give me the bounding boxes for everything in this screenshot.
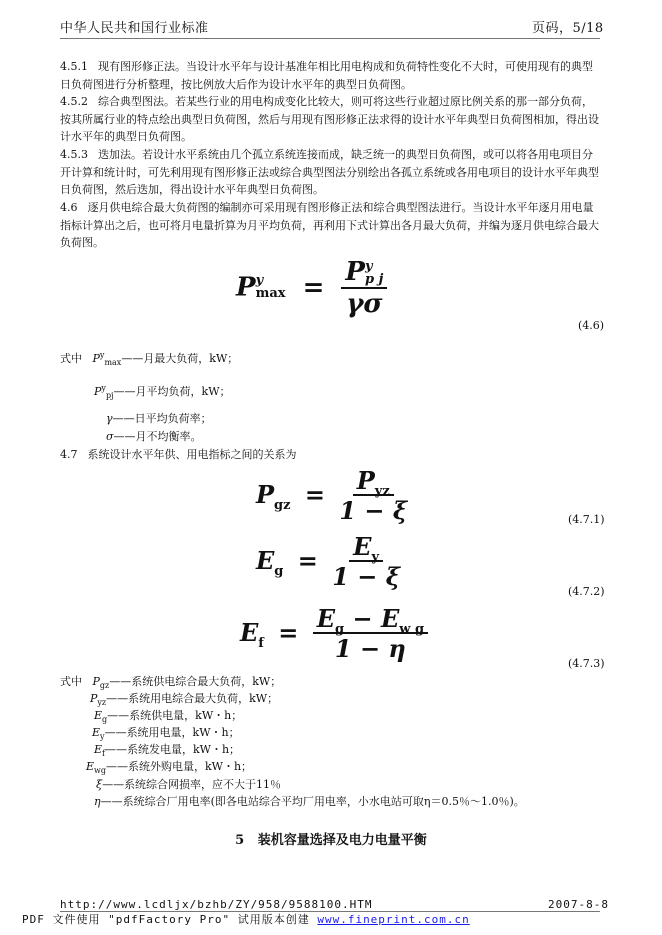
paragraph-4-7: 4.7 系统设计水平年供、用电指标之间的关系为 [60, 448, 297, 461]
equation-4-6: P y max = P y p j γσ [236, 258, 387, 319]
equation-4-7-2: $E_g$ = $\frac{E_y}{1 - \xi}$ [256, 532, 400, 592]
definition-gamma: γ——日平均负荷率； [106, 412, 212, 425]
paragraph-4-5-1: 4.5.1 现有图形修正法。当设计水平年与设计基准年相比用电构成和负荷特性变化不大时，可使用现有的典型日负荷图进行分析整理，按比例放大后作为设计水平年的典型日负荷图。 [60, 60, 593, 91]
definition-sigma: σ——月不均衡率。 [106, 430, 202, 443]
equation-number-4-7-1: (4.7.1) [568, 513, 605, 526]
definition-xi: ξ——系统综合网损率，应不大于11％ [96, 778, 282, 791]
definition-max-load: 式中 $P^y_{max}——$月最大负荷，kW； [60, 350, 239, 368]
definition-pyz: $P_{yz}——$系统用电综合最大负荷，kW； [90, 692, 279, 708]
equation-4-7-3: $E_f$ = $\frac{E_g - E_{w g}}{1 - \eta}$ [240, 606, 428, 663]
paragraph-4-5-3: 4.5.3 迭加法。若设计水平系统由几个孤立系统连接而成，缺乏统一的典型日负荷图，或可以将各用电项目分开计算和统计时，可先利用现有图形修正法或综合典型图法分别绘出各孤立系统或各用电项目的设计水平年典型日负荷图，然后迭加，得出设计水平年典型日负荷图。 [60, 148, 599, 197]
equation-4-7-1: $P_{gz}$ = $\frac{P_{yz}}{1 - \xi}$ [256, 466, 408, 526]
equation-number-4-7-3: (4.7.3) [568, 657, 605, 670]
footer-date: 2007-8-8 [548, 898, 609, 911]
paragraph-4-6: 4.6 逐月供电综合最大负荷图的编制亦可采用现有图形修正法和综合典型图法进行。当设计水平年逐月用电量指标计算出之后，也可将月电量折算为月平均负荷，再利用下式计算出各月最大负荷，并编为逐月供电综合最大负荷图。 [60, 201, 599, 250]
definition-pgz: 式中 $P_{gz}——$系统供电综合最大负荷，kW； [60, 675, 282, 691]
definition-avg-load: $P^y_{pj}——$月平均负荷，kW； [94, 383, 231, 401]
fineprint-link[interactable]: www.fineprint.com.cn [317, 913, 470, 926]
equation-number-4-7-2: (4.7.2) [568, 585, 605, 598]
equation-number-4-6: (4.6) [578, 319, 605, 332]
pdf-creator-note: PDF 文件使用 "pdfFactory Pro" 试用版本创建 www.fineprint.com.cn [22, 913, 470, 926]
header-title: 中华人民共和国行业标准 [60, 21, 209, 36]
header-rule [60, 38, 600, 39]
definition-ef: $E_f——$系统发电量，kW・h； [94, 743, 241, 759]
definition-eg: $E_g——$系统供电量，kW・h； [94, 709, 243, 725]
section-heading-5: 5 装机容量选择及电力电量平衡 [235, 833, 427, 848]
page-number: 页码，5/18 [532, 21, 604, 36]
definition-ewg: $E_{wg}——$系统外购电量，kW・h； [86, 760, 253, 776]
source-url: http://www.lcdljx/bzhb/ZY/958/9588100.HTM [60, 898, 373, 911]
definition-eta: η——系统综合厂用电率(即各电站综合平均厂用电率，小水电站可取η＝0.5％～1.0％)。 [94, 795, 525, 808]
definition-ey: $E_y——$系统用电量，kW・h； [92, 726, 240, 742]
paragraph-4-5-2: 4.5.2 综合典型图法。若某些行业的用电构成变化比较大，则可将这些行业超过原比例关系的那一部分负荷，按其所属行业的特点绘出典型日负荷图，然后与用现有图形修正法求得的设计水平年典型日负荷图相加，得出设计水平年的典型日负荷图。 [60, 95, 599, 144]
